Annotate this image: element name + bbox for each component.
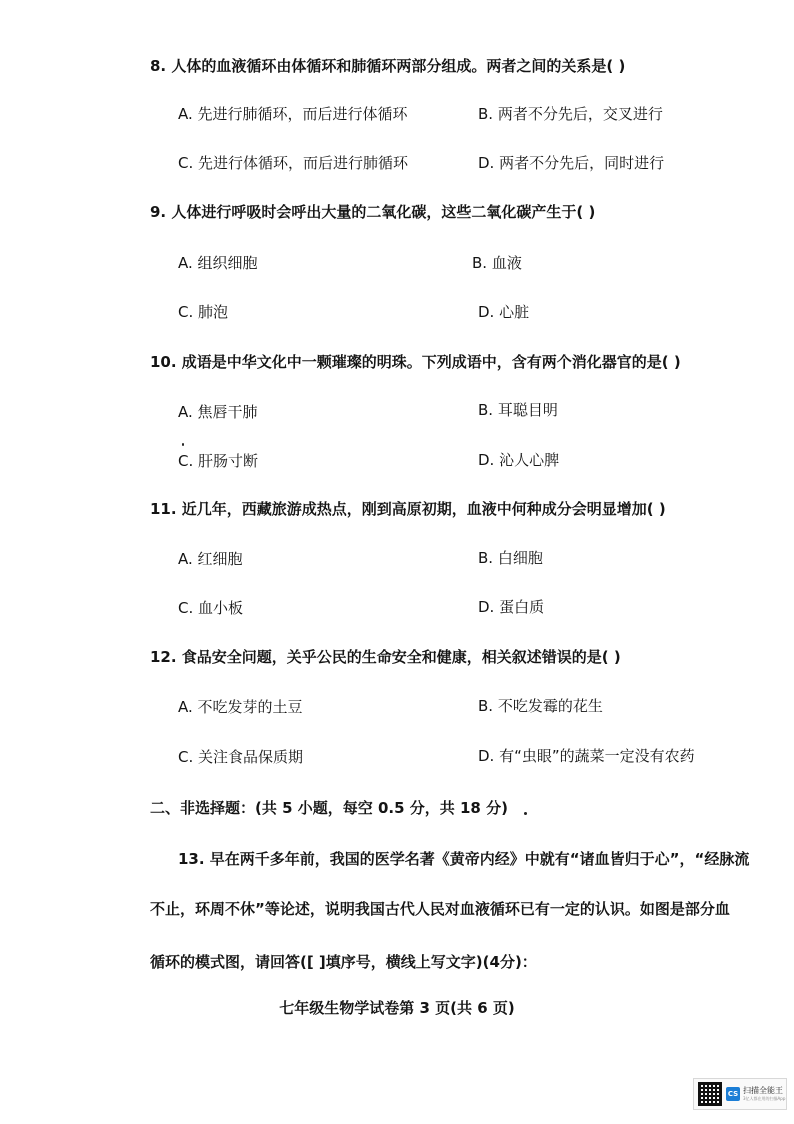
question-11-option-c: C. 血小板 <box>178 599 244 617</box>
question-10-stem: 10. 成语是中华文化中一颗璀璨的明珠。下列成语中，含有两个消化器官的是( ) <box>150 353 681 371</box>
question-10-option-a: A. 焦唇干肺 <box>178 403 258 421</box>
question-12-option-a: A. 不吃发芽的土豆 <box>178 698 303 716</box>
question-13-line-3: 循环的模式图，请回答([ ]填序号，横线上写文字)(4分)： <box>150 953 537 971</box>
question-11-stem: 11. 近几年，西藏旅游成热点，刚到高原初期，血液中何种成分会明显增加( ) <box>150 500 666 518</box>
qr-code-icon <box>698 1082 722 1106</box>
scanner-watermark <box>693 1078 787 1110</box>
question-9-option-d: D. 心脏 <box>478 303 530 321</box>
question-10-option-b: B. 耳聪目明 <box>478 401 558 419</box>
scan-speck <box>524 812 527 815</box>
scanner-brand <box>743 1086 785 1102</box>
question-8-option-b: B. 两者不分先后，交叉进行 <box>478 105 663 123</box>
question-8-option-d: D. 两者不分先后，同时进行 <box>478 154 665 172</box>
question-11-option-d: D. 蛋白质 <box>478 598 545 616</box>
question-12-stem: 12. 食品安全问题，关乎公民的生命安全和健康，相关叙述错误的是( ) <box>150 648 621 666</box>
question-12-option-b: B. 不吃发霉的花生 <box>478 697 603 715</box>
question-11-option-a: A. 红细胞 <box>178 550 243 568</box>
question-8-stem: 8. 人体的血液循环由体循环和肺循环两部分组成。两者之间的关系是( ) <box>150 57 626 75</box>
question-8-option-c: C. 先进行体循环，而后进行肺循环 <box>178 154 409 172</box>
scanner-brand-sub: 3亿人都在用的扫描App <box>743 1096 786 1101</box>
question-10-option-c: C. 肝肠寸断 <box>178 452 259 470</box>
question-11-option-b: B. 白细胞 <box>478 549 543 567</box>
question-9-option-c: C. 肺泡 <box>178 303 229 321</box>
scan-speck <box>182 443 184 446</box>
question-9-option-b: B. 血液 <box>472 254 522 272</box>
question-10-option-d: D. 沁人心脾 <box>478 451 560 469</box>
page-footer: 七年级生物学试卷第 3 页(共 6 页) <box>279 999 515 1017</box>
section-2-heading: 二、非选择题：(共 5 小题，每空 0.5 分，共 18 分) <box>150 799 508 817</box>
scanner-brand-name: 扫描全能王 <box>743 1086 783 1095</box>
question-13-line-1: 13. 早在两千多年前，我国的医学名著《黄帝内经》中就有“诸血皆归于心”，“经脉流 <box>178 850 750 868</box>
question-12-option-d: D. 有“虫眼”的蔬菜一定没有农药 <box>478 747 695 765</box>
cs-logo-icon: CS <box>726 1087 740 1101</box>
question-13-line-2: 不止，环周不休”等论述，说明我国古代人民对血液循环已有一定的认识。如图是部分血 <box>150 900 730 918</box>
question-9-stem: 9. 人体进行呼吸时会呼出大量的二氧化碳，这些二氧化碳产生于( ) <box>150 203 596 221</box>
question-9-option-a: A. 组织细胞 <box>178 254 258 272</box>
question-8-option-a: A. 先进行肺循环，而后进行体循环 <box>178 105 408 123</box>
question-12-option-c: C. 关注食品保质期 <box>178 748 304 766</box>
